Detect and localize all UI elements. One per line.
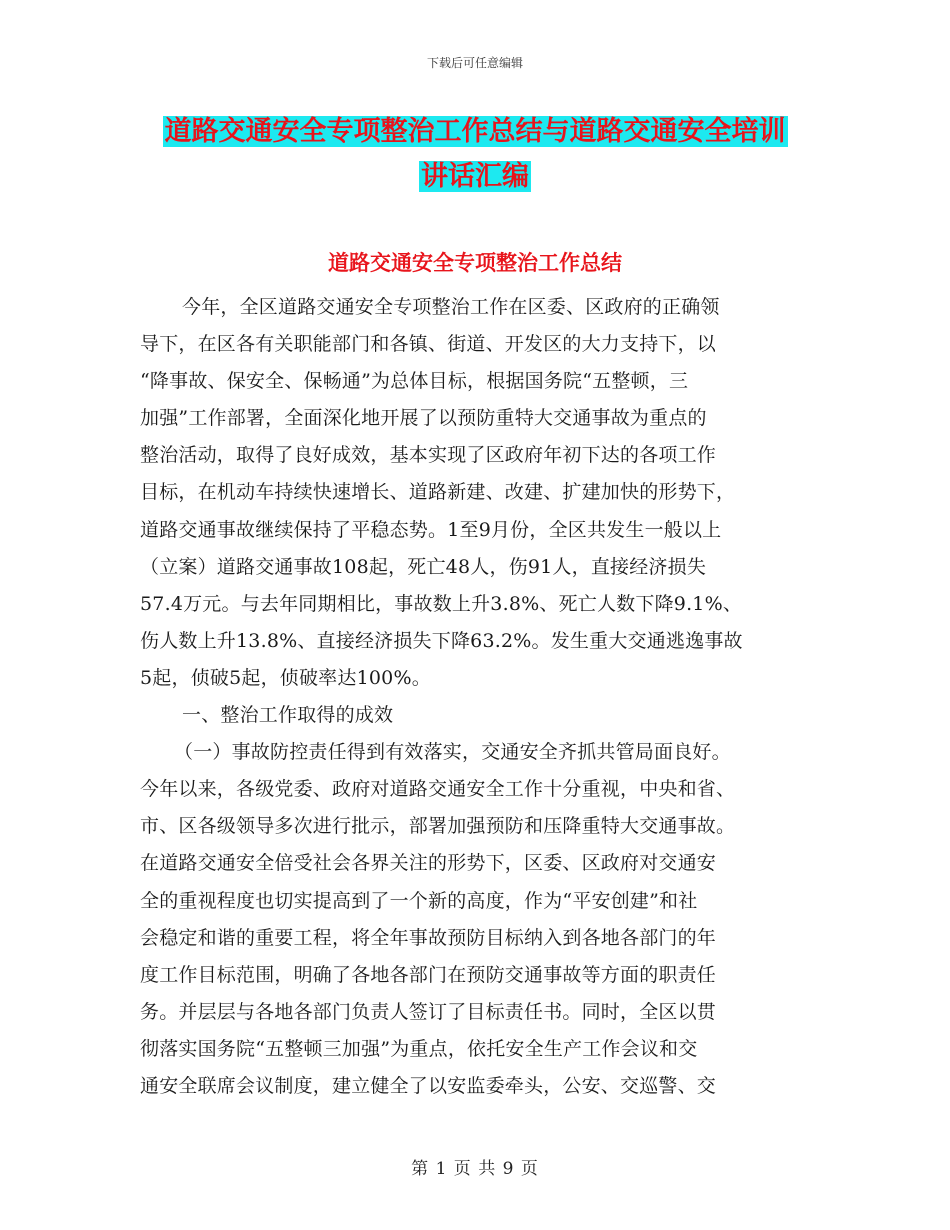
subsection-heading: （一）事故防控责任得到有效落实，交通安全齐抓共管局面良好。 [174,741,731,764]
paragraph-line: 全的重视程度也切实提高到了一个新的高度，作为“平安创建”和社 [140,889,698,912]
paragraph-line: 在道路交通安全倍受社会各界关注的形势下，区委、区政府对交通安 [140,852,717,875]
section-title: 道路交通安全专项整治工作总结 [328,251,622,275]
paragraph-line: 目标，在机动车持续快速增长、道路新建、改建、扩建加快的形势下， [140,481,736,504]
header-note: 下载后可任意编辑 [426,56,523,70]
section-heading: 一、整治工作取得的成效 [182,704,394,727]
body-text [140,289,810,1105]
document-title-text-1: 道路交通安全专项整治工作总结与道路交通安全培训 [164,116,786,147]
paragraph-line: 今年以来，各级党委、政府对道路交通安全工作十分重视，中央和省、 [140,778,736,801]
paragraph-line: 通安全联席会议制度，建立健全了以安监委牵头，公安、交巡警、交 [140,1074,717,1097]
paragraph-line: 道路交通事故继续保持了平稳态势。1至9月份，全区共发生一般以上 [140,518,722,541]
paragraph-line: 5起，侦破5起，侦破率达100%。 [140,666,431,689]
paragraph-line: 加强”工作部署，全面深化地开展了以预防重特大交通事故为重点的 [140,407,707,430]
paragraph-line: 今年，全区道路交通安全专项整治工作在区委、区政府的正确领 [182,296,720,318]
paragraph-line: 57.4万元。与去年同期相比，事故数上升3.8%、死亡人数下降9.1%、 [140,592,743,615]
paragraph-line: 彻落实国务院“五整顿三加强”为重点，依托安全生产工作会议和交 [140,1037,698,1060]
paragraph-line: 度工作目标范围，明确了各地各部门在预防交通事故等方面的职责任 [140,963,717,986]
paragraph-line: 伤人数上升13.8%、直接经济损失下降63.2%。发生重大交通逃逸事故 [140,629,743,652]
paragraph-line: （立案）道路交通事故108起，死亡48人，伤91人，直接经济损失 [140,555,707,578]
paragraph-line: 导下，在区各有关职能部门和各镇、街道、开发区的大力支持下，以 [140,333,717,356]
paragraph-line: 务。并层层与各地各部门负责人签订了目标责任书。同时，全区以贯 [140,1000,717,1023]
paragraph-line: “降事故、保安全、保畅通”为总体目标，根据国务院“五整顿，三 [140,370,689,393]
paragraph-line: 市、区各级领导多次进行批示，部署加强预防和压降重特大交通事故。 [140,815,736,838]
paragraph-line: 会稳定和谐的重要工程，将全年事故预防目标纳入到各地各部门的年 [140,926,717,949]
document-title-line-2 [0,157,950,197]
paragraph-line: 整治活动，取得了良好成效，基本实现了区政府年初下达的各项工作 [140,444,717,467]
document-title-line-1 [0,112,950,152]
document-title-text-2: 讲话汇编 [421,161,529,192]
page-footer: 第 1 页 共 9 页 [411,1159,539,1179]
